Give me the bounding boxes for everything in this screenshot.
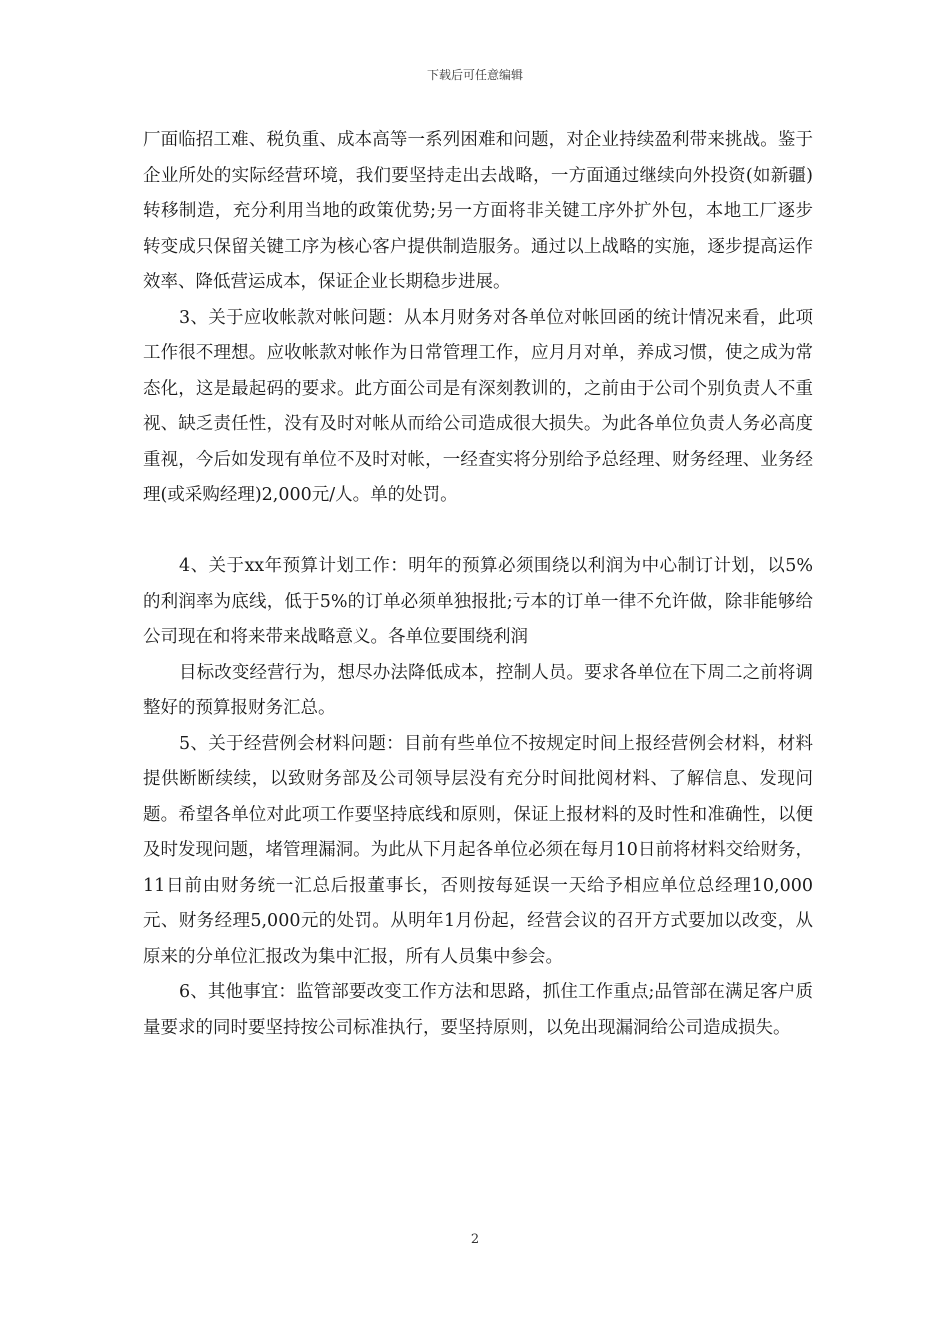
- paragraph-other-matters: 6、其他事宜：监管部要改变工作方法和思路，抓住工作重点;品管部在满足客户质量要求的同时要坚持按公司标准执行，要坚持原则，以免出现漏洞给公司造成损失。: [143, 982, 813, 1038]
- paragraph-receivables: 3、关于应收帐款对帐问题：从本月财务对各单位对帐回函的统计情况来看，此项工作很不理想。应收帐款对帐作为日常管理工作，应月月对单，养成习惯，使之成为常态化，这是最起码的要求。此方面公司是有深刻教训的，之前由于公司个别负责人不重视、缺乏责任性，没有及时对帐从而给公司造成很大损失。为此各单位负责人务必高度重视，今后如发现有单位不及时对帐，一经查实将分别给予总经理、财务经理、业务经理(或采购经理)2,000元/人。单的处罚。: [143, 307, 813, 505]
- page-number: 2: [470, 1232, 480, 1247]
- paragraph-budget: 4、关于xx年预算计划工作：明年的预算必须围绕以利润为中心制订计划，以5%的利润率为底线，低于5%的订单必须单独报批;亏本的订单一律不允许做，除非能够给公司现在和将来带来战略意义。各单位要围绕利润: [143, 556, 813, 647]
- page-header: 下载后可任意编辑: [426, 68, 523, 82]
- paragraph-budget-continued: 目标改变经营行为，想尽办法降低成本，控制人员。要求各单位在下周二之前将调整好的预算报财务汇总。: [143, 662, 813, 718]
- paragraph-meeting-materials: 5、关于经营例会材料问题：目前有些单位不按规定时间上报经营例会材料，材料提供断断续续，以致财务部及公司领导层没有充分时间批阅材料、了解信息、发现问题。希望各单位对此项工作要坚持底线和原则，保证上报材料的及时性和准确性，以便及时发现问题，堵管理漏洞。为此从下月起各单位必须在每月10日前将材料交给财务，11日前由财务统一汇总后报董事长，否则按每延误一天给予相应单位总经理10,000元、财务经理5,000元的处罚。从明年1月份起，经营会议的召开方式要加以改变，从原来的分单位汇报改为集中汇报，所有人员集中参会。: [143, 733, 813, 967]
- paragraph-strategy: 厂面临招工难、税负重、成本高等一系列困难和问题，对企业持续盈利带来挑战。鉴于企业所处的实际经营环境，我们要坚持走出去战略，一方面通过继续向外投资(如新疆)转移制造，充分利用当地的政策优势;另一方面将非关键工序外扩外包，本地工厂逐步转变成只保留关键工序为核心客户提供制造服务。通过以上战略的实施，逐步提高运作效率、降低营运成本，保证企业长期稳步进展。: [143, 130, 813, 292]
- paragraph-gap: [143, 514, 813, 550]
- document-body: [143, 123, 813, 1046]
